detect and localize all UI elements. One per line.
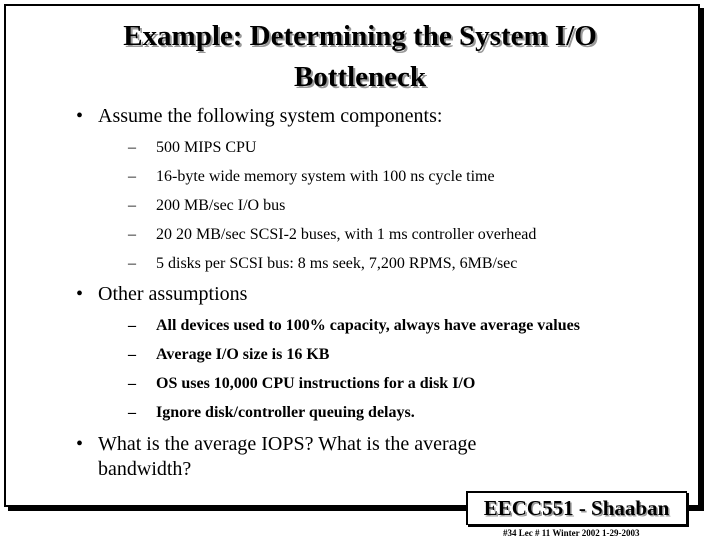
dash-marker: – (128, 168, 136, 185)
question-line-2: bandwidth? (98, 458, 192, 480)
title-line-1: Example: Determining the System I/O (123, 20, 597, 52)
bullet-text: Assume the following system components: (98, 105, 443, 127)
bullet-dot: • (76, 433, 84, 455)
dash-marker: – (128, 226, 136, 243)
list-item-text: 20 20 MB/sec SCSI-2 buses, with 1 ms controller overhead (156, 226, 537, 243)
list-item-text: OS uses 10,000 CPU instructions for a disk I/O (156, 375, 476, 392)
list-item-text: Ignore disk/controller queuing delays. (156, 404, 415, 421)
bullet-dot: • (76, 283, 84, 305)
dash-marker: – (128, 255, 136, 272)
dash-marker: – (128, 346, 136, 363)
bullet-text (98, 432, 476, 482)
dash-marker: – (128, 197, 136, 214)
list-item-text: Average I/O size is 16 KB (156, 346, 330, 363)
dash-marker: – (128, 317, 136, 334)
footer-badge (466, 491, 687, 525)
footer-label: EECC551 - Shaaban (483, 496, 670, 520)
dash-marker: – (128, 139, 136, 156)
question-line-1: What is the average IOPS? What is the average (98, 433, 477, 455)
list-item-text: 200 MB/sec I/O bus (156, 197, 286, 214)
list-item-text: All devices used to 100% capacity, always have average values (156, 317, 580, 334)
bullet-text: Other assumptions (98, 283, 248, 305)
list-item-text: 500 MIPS CPU (156, 139, 257, 156)
dash-marker: – (128, 375, 136, 392)
dash-marker: – (128, 404, 136, 421)
list-item-text: 16-byte wide memory system with 100 ns cycle time (156, 168, 495, 185)
title-line-2: Bottleneck (293, 61, 427, 93)
list-item-text: 5 disks per SCSI bus: 8 ms seek, 7,200 RPMS, 6MB/sec (156, 255, 518, 272)
bullet-dot: • (76, 105, 84, 127)
footer-meta: #34 Lec # 11 Winter 2002 1-29-2003 (503, 528, 640, 538)
slide-title (20, 16, 700, 98)
